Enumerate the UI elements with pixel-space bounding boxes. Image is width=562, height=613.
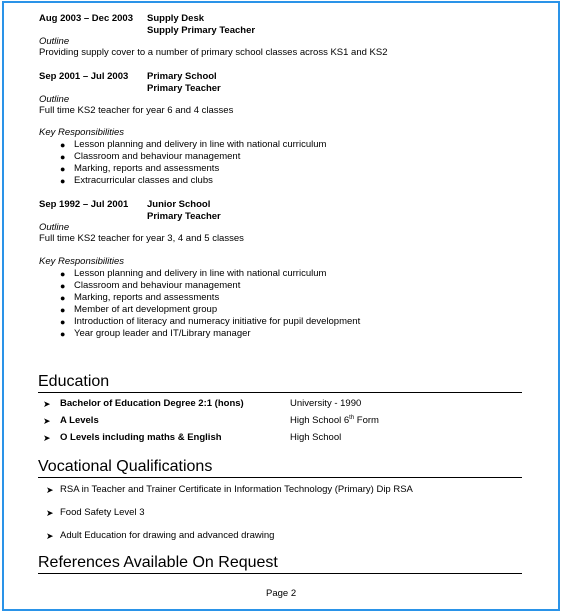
responsibilities-label: Key Responsibilities	[39, 256, 125, 267]
bullet-icon: ●	[60, 329, 66, 339]
job-title: Primary Teacher	[147, 211, 221, 222]
arrow-bullet-icon: ➤	[43, 433, 51, 443]
list-item: Extracurricular classes and clubs	[74, 175, 213, 186]
job-employer: Primary School	[147, 71, 217, 82]
bullet-icon: ●	[60, 281, 66, 291]
list-item: Introduction of literacy and numeracy initiative for pupil development	[74, 316, 361, 327]
section-heading: Education	[38, 373, 110, 390]
arrow-bullet-icon: ➤	[46, 531, 54, 541]
job-employer: Supply Desk	[147, 13, 205, 24]
list-item: Year group leader and IT/Library manager	[74, 328, 251, 339]
job-dates: Sep 2001 – Jul 2003	[39, 71, 129, 82]
list-item: Lesson planning and delivery in line with national curriculum	[74, 268, 327, 279]
bullet-icon: ●	[60, 317, 66, 327]
outline-label: Outline	[39, 222, 70, 233]
list-item: RSA in Teacher and Trainer Certificate in Information Technology (Primary) Dip RSA	[60, 484, 413, 495]
bullet-icon: ●	[60, 293, 66, 303]
bullet-icon: ●	[60, 140, 66, 150]
list-item: Classroom and behaviour management	[74, 151, 241, 162]
qualification-institution: High School 6th Form	[290, 414, 379, 426]
qualification-institution: High School	[290, 432, 342, 443]
section-divider	[38, 477, 522, 478]
section-heading: References Available On Request	[38, 554, 278, 571]
job-title: Supply Primary Teacher	[147, 25, 256, 36]
job-dates: Aug 2003 – Dec 2003	[39, 13, 134, 24]
job-dates: Sep 1992 – Jul 2001	[39, 199, 129, 210]
arrow-bullet-icon: ➤	[43, 399, 51, 409]
arrow-bullet-icon: ➤	[46, 508, 54, 518]
list-item: Classroom and behaviour management	[74, 280, 241, 291]
page-number: Page 2	[266, 588, 297, 599]
qualification-name: O Levels including maths & English	[60, 432, 222, 443]
job-employer: Junior School	[147, 199, 211, 210]
section-divider	[38, 573, 522, 574]
bullet-icon: ●	[60, 152, 66, 162]
bullet-icon: ●	[60, 305, 66, 315]
bullet-icon: ●	[60, 176, 66, 186]
job-title: Primary Teacher	[147, 83, 221, 94]
responsibilities-label: Key Responsibilities	[39, 127, 125, 138]
qualification-institution: University - 1990	[290, 398, 362, 409]
qualification-name: A Levels	[60, 415, 99, 426]
qualification-name: Bachelor of Education Degree 2:1 (hons)	[60, 398, 244, 409]
list-item: Marking, reports and assessments	[74, 292, 220, 303]
section-heading: Vocational Qualifications	[38, 458, 213, 475]
outline-text: Full time KS2 teacher for year 3, 4 and 5 classes	[39, 233, 244, 244]
outline-text: Providing supply cover to a number of primary school classes across KS1 and KS2	[39, 47, 388, 58]
outline-label: Outline	[39, 94, 70, 105]
list-item: Lesson planning and delivery in line with national curriculum	[74, 139, 327, 150]
arrow-bullet-icon: ➤	[43, 416, 51, 426]
arrow-bullet-icon: ➤	[46, 485, 54, 495]
bullet-icon: ●	[60, 269, 66, 279]
outline-label: Outline	[39, 36, 70, 47]
list-item: Marking, reports and assessments	[74, 163, 220, 174]
bullet-icon: ●	[60, 164, 66, 174]
outline-text: Full time KS2 teacher for year 6 and 4 classes	[39, 105, 234, 116]
section-divider	[38, 392, 522, 393]
list-item: Food Safety Level 3	[60, 507, 145, 518]
list-item: Adult Education for drawing and advanced drawing	[60, 530, 275, 541]
list-item: Member of art development group	[74, 304, 218, 315]
